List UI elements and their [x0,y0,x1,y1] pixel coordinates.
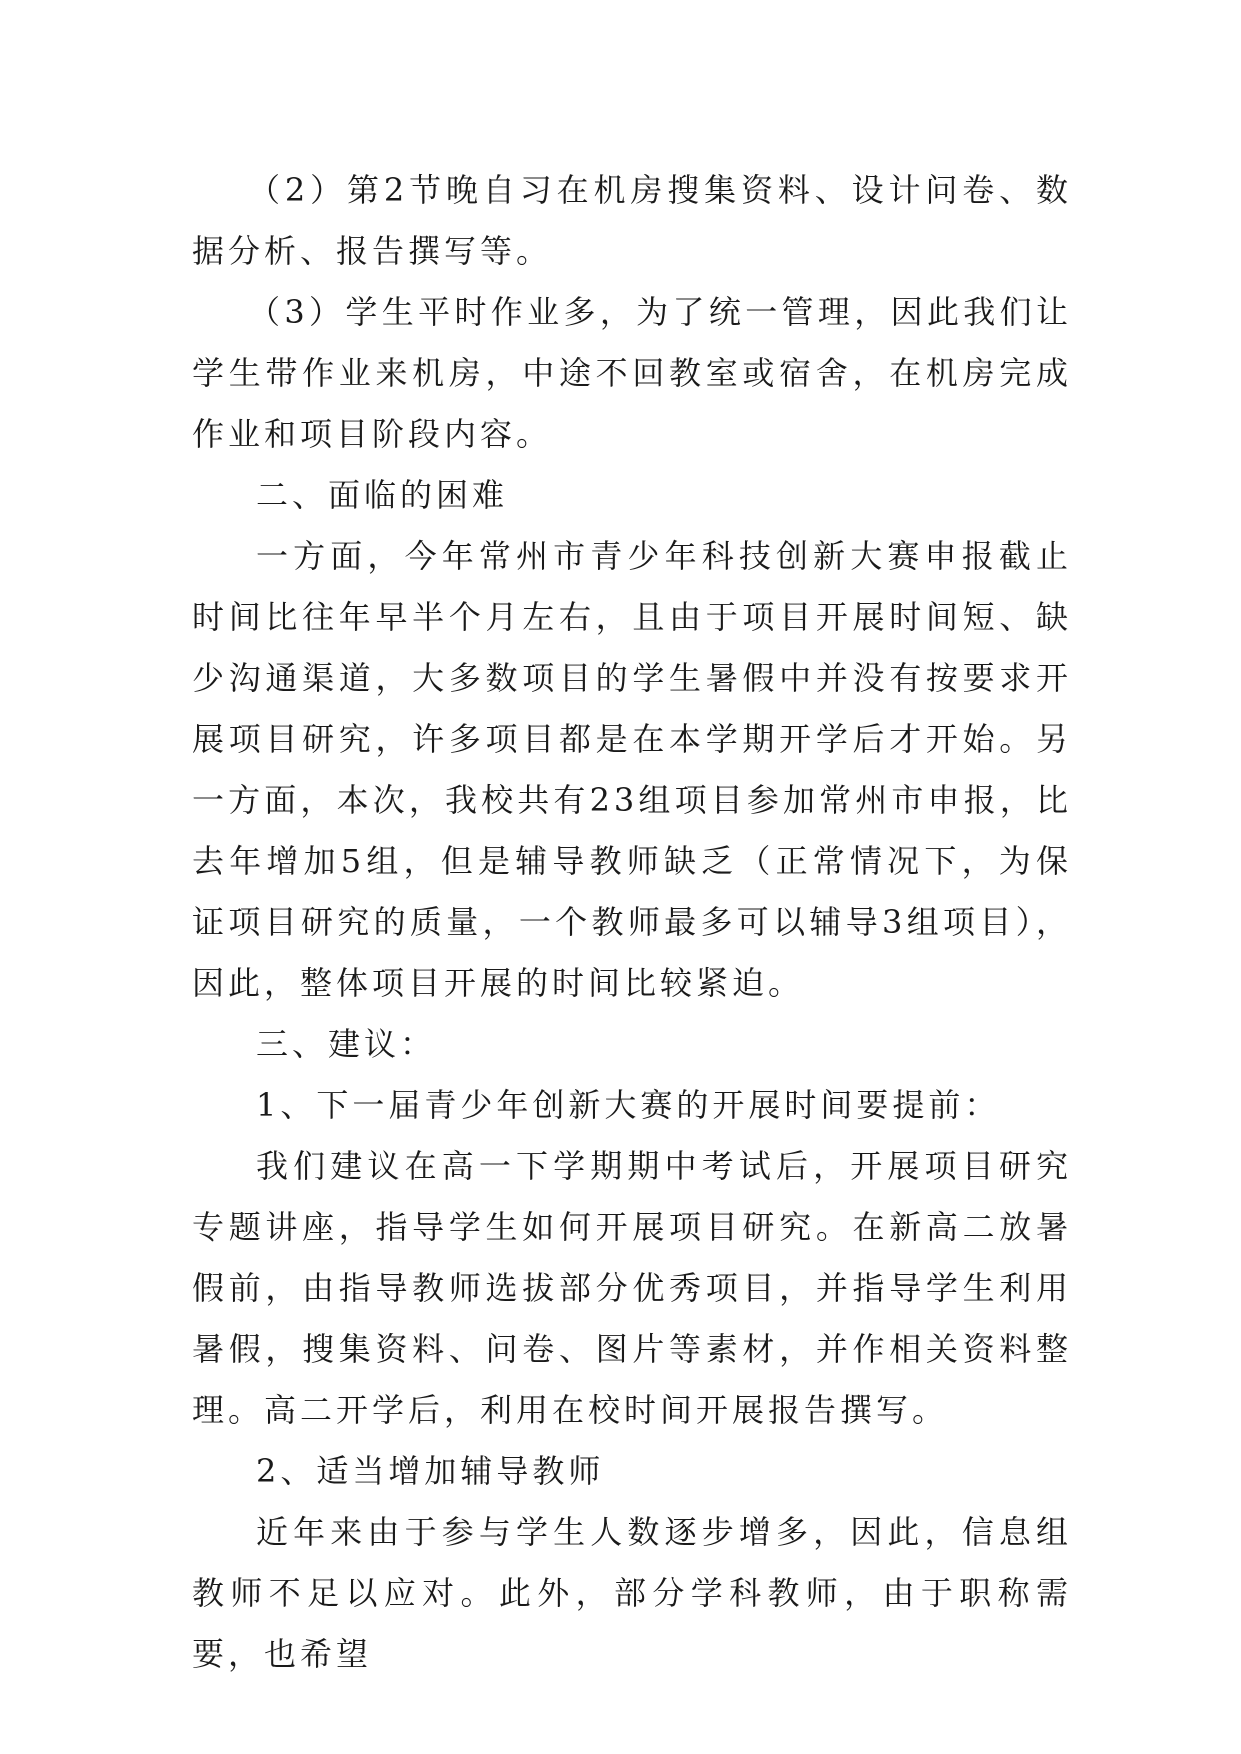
paragraph-item-3-homework: （3）学生平时作业多，为了统一管理，因此我们让学生带作业来机房，中途不回教室或宿舍，在机房完成作业和项目阶段内容。 [192,293,1072,453]
subheading-start-earlier: 1、下一届青少年创新大赛的开展时间要提前： [256,1086,1001,1124]
paragraph-start-earlier: 我们建议在高一下学期期中考试后，开展项目研究专题讲座，指导学生如何开展项目研究。在新高二放暑假前，由指导教师选拔部分优秀项目，并指导学生利用暑假，搜集资料、问卷、图片等素材，并作相关资料整理。高二开学后，利用在校时间开展报告撰写。 [192,1147,1072,1429]
paragraph-more-teachers: 近年来由于参与学生人数逐步增多，因此，信息组教师不足以应对。此外，部分学科教师，由于职称需要，也希望 [192,1513,1072,1673]
paragraph-difficulties: 一方面，今年常州市青少年科技创新大赛申报截止时间比往年早半个月左右，且由于项目开展时间短、缺少沟通渠道，大多数项目的学生暑假中并没有按要求开展项目研究，许多项目都是在本学期开学后才开始。另一方面，本次，我校共有23组项目参加常州市申报，比去年增加5组，但是辅导教师缺乏（正常情况下，为保证项目研究的质量，一个教师最多可以辅导3组项目），因此，整体项目开展的时间比较紧迫。 [192,537,1072,1002]
paragraph-item-2-computer-room: （2）第2节晚自习在机房搜集资料、设计问卷、数据分析、报告撰写等。 [192,171,1072,270]
document-body [192,160,1072,1685]
section-heading-difficulties: 二、面临的困难 [256,476,509,514]
section-heading-suggestions: 三、建议： [256,1025,437,1063]
subheading-more-teachers: 2、适当增加辅导教师 [256,1452,605,1490]
